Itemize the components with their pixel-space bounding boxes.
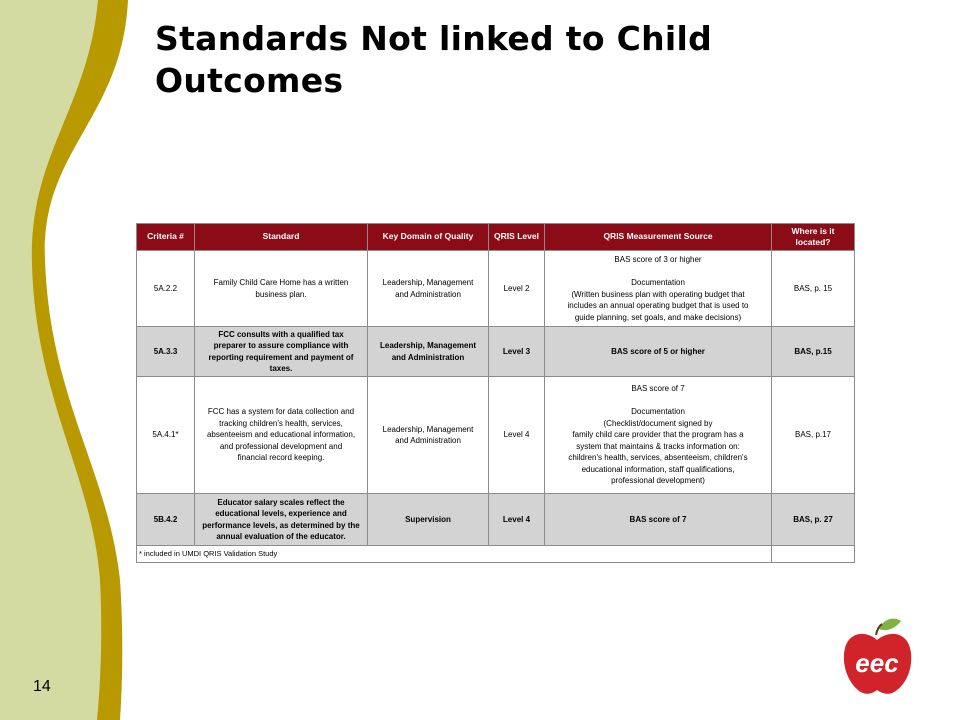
cell-standard [195, 251, 368, 327]
cell-line: Supervision [405, 514, 451, 524]
table-row [137, 377, 855, 494]
cell-line: absenteeism and educational information, [206, 430, 356, 440]
cell-line: BAS score of 7 [631, 384, 685, 394]
cell-level: Level 4 [489, 377, 545, 494]
cell-line: BAS score of 7 [629, 514, 687, 524]
cell-domain [368, 377, 489, 494]
cell-source [545, 251, 772, 327]
cell-line: Leadership, Management [382, 424, 474, 434]
cell-line: Documentation [631, 278, 685, 287]
cell-source [545, 494, 772, 546]
cell-line: tracking children's health, services, [219, 418, 343, 428]
cell-line: BAS score of 3 or higher [614, 255, 702, 264]
cell-source [545, 377, 772, 494]
cell-domain [368, 327, 489, 377]
cell-line: family child care provider that the program has a [572, 430, 744, 440]
page-number: 14 [33, 678, 51, 695]
cell-line: (Written business plan with operating budget that [571, 289, 745, 299]
cell-location: BAS, p.15 [772, 327, 855, 377]
header-qris-level: QRIS Level [489, 224, 545, 251]
cell-line: guide planning, set goals, and make decisions) [574, 312, 742, 322]
cell-criteria: 5A.4.1* [137, 377, 195, 494]
cell-level: Level 4 [489, 494, 545, 546]
cell-line: Leadership, Management [379, 341, 477, 350]
header-measurement-source: QRIS Measurement Source [545, 224, 772, 251]
cell-line: performance levels, as determined by the [202, 520, 360, 530]
footnote: * included in UMDI QRIS Validation Study [137, 546, 772, 563]
table-row [137, 494, 855, 546]
cell-standard [195, 327, 368, 377]
cell-line: taxes. [269, 364, 293, 373]
cell-line: and professional development and [219, 441, 343, 451]
cell-line: and Administration [395, 436, 461, 445]
table-row [137, 327, 855, 377]
cell-line: BAS score of 5 or higher [611, 346, 705, 356]
cell-level: Level 2 [489, 251, 545, 327]
header-domain: Key Domain of Quality [368, 224, 489, 251]
cell-domain [368, 494, 489, 546]
cell-line: reporting requirement and payment of [208, 352, 354, 362]
cell-criteria: 5B.4.2 [137, 494, 195, 546]
cell-standard [195, 377, 368, 494]
cell-location: BAS, p.17 [772, 377, 855, 494]
apple-leaf-icon [879, 619, 901, 631]
standards-table [136, 223, 855, 563]
cell-line: professional development) [611, 476, 705, 486]
cell-line: annual evaluation of the educator. [216, 532, 346, 541]
header-standard: Standard [195, 224, 368, 251]
cell-location: BAS, p. 27 [772, 494, 855, 546]
cell-line: financial record keeping. [237, 453, 325, 463]
header-location: Where is it located? [772, 224, 855, 251]
header-criteria: Criteria # [137, 224, 195, 251]
cell-line: includes an annual operating budget that is used to [567, 301, 749, 310]
cell-line: Leadership, Management [382, 278, 474, 287]
cell-line: educational levels, experience and [215, 509, 347, 518]
cell-line: FCC has a system for data collection and [207, 407, 355, 417]
logo-text: eec [855, 648, 899, 678]
cell-line: (Checklist/document signed by [603, 418, 713, 428]
cell-criteria: 5A.2.2 [137, 251, 195, 327]
cell-line: preparer to assure compliance with [213, 341, 349, 350]
cell-line: Family Child Care Home has a written [213, 278, 349, 287]
cell-line: children's health, services, absenteeism, children's [568, 453, 748, 463]
cell-line: system that maintains & tracks information on: [576, 441, 740, 451]
cell-criteria: 5A.3.3 [137, 327, 195, 377]
cell-line: business plan. [255, 289, 307, 299]
cell-domain [368, 251, 489, 327]
eec-logo [844, 619, 911, 694]
cell-standard [195, 494, 368, 546]
cell-line [547, 395, 769, 407]
cell-source [545, 327, 772, 377]
cell-line: Educator salary scales reflect the [217, 497, 345, 507]
page-title: Standards Not linked to Child Outcomes [155, 19, 713, 100]
cell-line: FCC consults with a qualified tax [218, 329, 344, 339]
cell-level: Level 3 [489, 327, 545, 377]
table-header-row [137, 224, 855, 251]
table-row [137, 251, 855, 327]
cell-line: educational information, staff qualifications, [581, 464, 735, 474]
footnote-empty-cell [772, 546, 855, 563]
cell-location: BAS, p. 15 [772, 251, 855, 327]
cell-line: Documentation [631, 407, 685, 417]
cell-line: and Administration [391, 352, 465, 362]
cell-line [547, 266, 769, 278]
footnote-row [137, 546, 855, 563]
cell-line: and Administration [395, 289, 461, 299]
